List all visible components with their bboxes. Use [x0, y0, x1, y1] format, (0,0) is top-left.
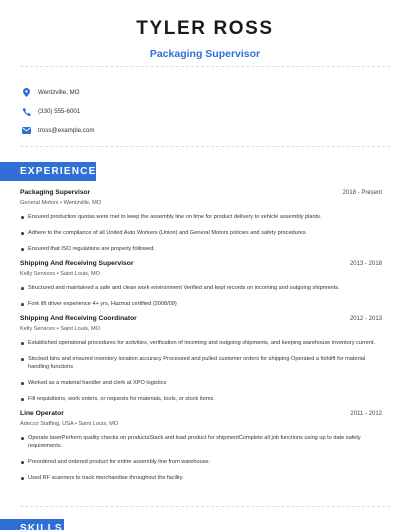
job-entry — [20, 410, 382, 482]
job-dates: 2012 - 2013 — [349, 316, 382, 322]
location-pin-icon — [22, 88, 31, 97]
contact-divider — [20, 146, 390, 147]
job-bullets — [20, 434, 382, 482]
contact-email-text: tross@example.com — [38, 127, 95, 134]
job-entry — [20, 189, 382, 253]
job-bullets — [20, 339, 382, 403]
job-bullet: Preordered and ordered product for entire assembly line from warehouse. — [20, 458, 382, 466]
job-bullet: Ensured production quotas were met to keep the assembly line on time for product delivery to vehicle assembly plants. — [20, 213, 382, 221]
contact-phone-text: (330) 555-6001 — [38, 108, 81, 115]
job-entry — [20, 315, 382, 403]
job-bullet: Operate laserPerform quality checks on productsStack and load product for shipmentComplete all job functions using up to date safety requirements. — [20, 434, 382, 450]
experience-section-heading: EXPERIENCE — [0, 162, 96, 181]
job-header — [20, 410, 382, 417]
contact-list — [22, 83, 95, 140]
job-title: Shipping And Receiving Coordinator — [20, 315, 137, 322]
job-company: Kelly Services • Saint Louis, MO — [20, 326, 100, 332]
job-bullet: Adhere to the compliance of all United Auto Workers (Union) and General Motors policies and safety procedures. — [20, 229, 382, 237]
contact-phone — [22, 102, 95, 121]
job-header — [20, 189, 382, 196]
candidate-name: TYLER ROSS — [136, 18, 274, 39]
job-title: Line Operator — [20, 410, 64, 417]
resume-header — [0, 0, 410, 60]
job-bullet: Stocked bins and ensured inventory location accuracy Processed and pulled customer orders for shipping Operated a forklift for material handling functions — [20, 355, 382, 371]
job-bullet: Used RF scanners to track merchandise throughout the facility. — [20, 474, 382, 482]
job-dates: 2013 - 2018 — [349, 261, 382, 267]
contact-email — [22, 121, 95, 140]
job-company: General Motors • Wentzville, MO — [20, 200, 102, 206]
job-title: Packaging Supervisor — [20, 189, 91, 196]
job-title: Shipping And Receiving Supervisor — [20, 260, 134, 267]
job-bullet: Structured and maintained a safe and clean work environment Verified and kept records on incoming and outgoing shipments. — [20, 284, 382, 292]
job-bullets — [20, 213, 382, 253]
contact-location-text: Wentzville, MO — [38, 89, 80, 96]
job-bullet: Fork lift driver experience 4+ yrs, Hazmat certified (2008/09) — [20, 300, 382, 308]
job-bullet: Established operational procedures for activities, verification of incoming and outgoing shipments, and keeping warehouse inventory current. — [20, 339, 382, 347]
skills-section-heading: SKILLS — [0, 519, 64, 530]
email-icon — [22, 126, 31, 135]
contact-location — [22, 83, 95, 102]
job-bullet: Ensured that ISO regulations are properly followed. — [20, 245, 382, 253]
job-entry — [20, 260, 382, 308]
job-bullet: Fill requisitions, work orders, or requests for materials, tools, or stock items. — [20, 395, 382, 403]
job-bullet: Worked as a material handler and clerk at XPO logistics — [20, 379, 382, 387]
job-header — [20, 315, 382, 322]
experience-divider — [20, 506, 390, 507]
job-company: Adecco Staffing, USA • Saint Louis, MO — [20, 421, 119, 427]
job-bullets — [20, 284, 382, 308]
candidate-title: Packaging Supervisor — [149, 48, 261, 60]
job-company: Kelly Services • Saint Louis, MO — [20, 271, 100, 277]
job-dates: 2011 - 2012 — [350, 411, 382, 417]
header-divider — [20, 66, 390, 67]
job-header — [20, 260, 382, 267]
phone-icon — [22, 107, 31, 116]
job-dates: 2018 - Present — [342, 190, 382, 196]
experience-list — [20, 189, 382, 490]
